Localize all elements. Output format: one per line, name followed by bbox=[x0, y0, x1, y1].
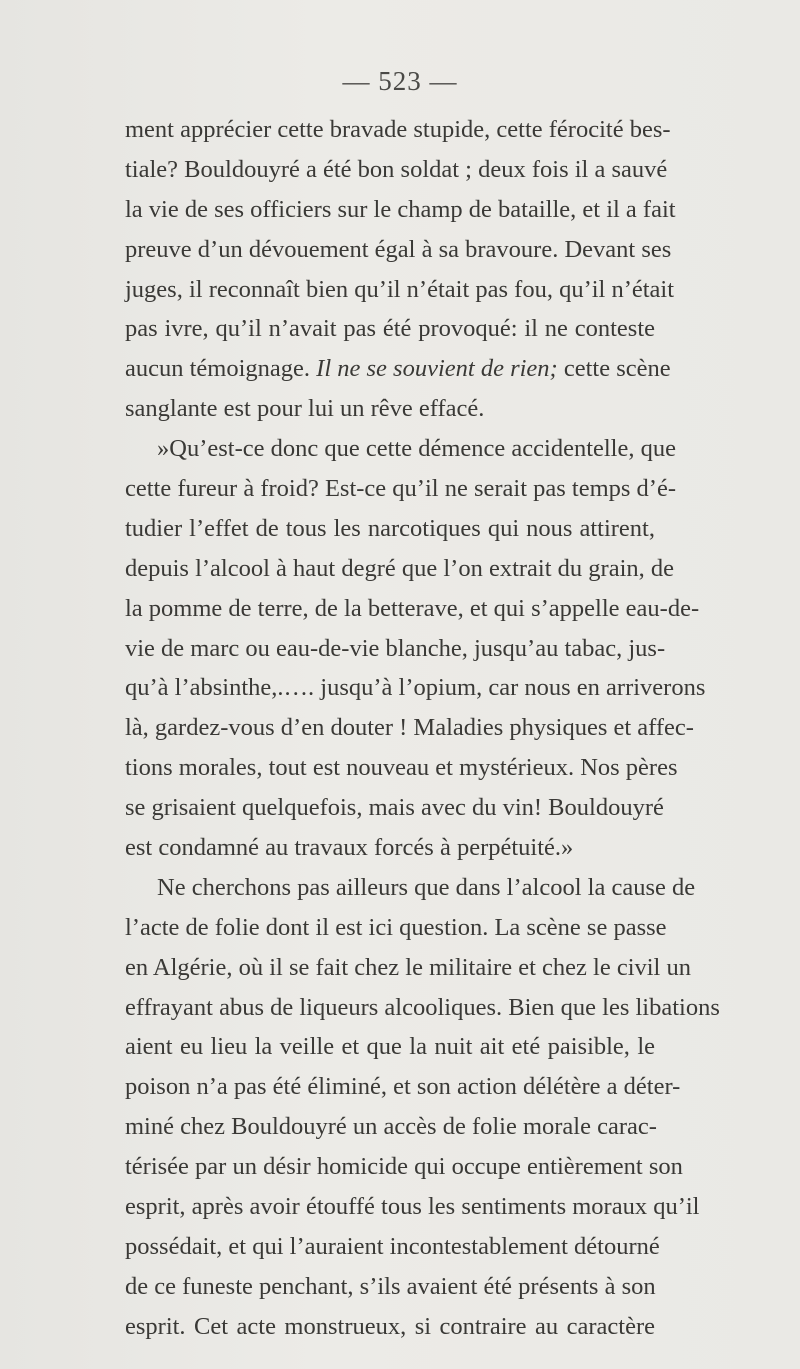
text-line: l’acte de folie dont il est ici question. La scène se passe bbox=[125, 913, 667, 941]
text-run: aucun témoignage. bbox=[125, 355, 317, 383]
text-line: se grisaient quelquefois, mais avec du vin! Bouldouyré bbox=[125, 794, 664, 822]
text-line: depuis l’alcool à haut degré que l’on extrait du grain, de bbox=[125, 554, 675, 582]
text-line: Ne cherchons pas ailleurs que dans l’alcool la cause de bbox=[157, 873, 696, 901]
text-line: vie de marc ou eau-de-vie blanche, jusqu’au tabac, jus- bbox=[125, 634, 666, 662]
text-line: possédait, et qui l’auraient incontestablement détourné bbox=[125, 1232, 660, 1260]
text-line: preuve d’un dévouement égal à sa bravoure. Devant ses bbox=[125, 235, 672, 263]
text-line: esprit. Cet acte monstrueux, si contraire au caractère bbox=[125, 1312, 655, 1340]
italic-phrase: Il ne se souvient de rien; bbox=[316, 355, 558, 383]
text-line: aient eu lieu la veille et que la nuit ait eté paisible, le bbox=[125, 1033, 655, 1061]
page-number: — 523 — bbox=[342, 66, 458, 96]
text-line: de ce funeste penchant, s’ils avaient été présents à son bbox=[125, 1272, 656, 1300]
text-line: tudier l’effet de tous les narcotiques qui nous attirent, bbox=[125, 514, 655, 542]
text-line: la pomme de terre, de la betterave, et qui s’appelle eau-de- bbox=[125, 594, 700, 622]
text-line bbox=[125, 349, 671, 389]
text-line: en Algérie, où il se fait chez le militaire et chez le civil un bbox=[125, 953, 691, 981]
text-line: qu’à l’absinthe,.…. jusqu’à l’opium, car nous en arriverons bbox=[125, 674, 706, 702]
text-line: miné chez Bouldouyré un accès de folie morale carac- bbox=[125, 1113, 657, 1141]
text-line: pas ivre, qu’il n’avait pas été provoqué: il ne conteste bbox=[125, 315, 655, 343]
text-line: est condamné au travaux forcés à perpétuité.» bbox=[125, 834, 574, 862]
text-line: esprit, après avoir étouffé tous les sentiments moraux qu’il bbox=[125, 1193, 700, 1221]
text-line: sanglante est pour lui un rêve effacé. bbox=[125, 395, 485, 423]
text-line: poison n’a pas été éliminé, et son action délétère a déter- bbox=[125, 1073, 681, 1101]
body-text bbox=[125, 110, 720, 1347]
text-line: juges, il reconnaît bien qu’il n’était pas fou, qu’il n’était bbox=[125, 275, 675, 303]
text-line: cette fureur à froid? Est-ce qu’il ne serait pas temps d’é- bbox=[125, 475, 676, 503]
text-line: tiale? Bouldouyré a été bon soldat ; deux fois il a sauvé bbox=[125, 155, 668, 183]
text-line: là, gardez-vous d’en douter ! Maladies physiques et affec- bbox=[125, 714, 694, 742]
text-line: la vie de ses officiers sur le champ de bataille, et il a fait bbox=[125, 195, 676, 223]
text-run: cette scène bbox=[557, 355, 671, 383]
text-line: »Qu’est-ce donc que cette démence accidentelle, que bbox=[157, 435, 676, 463]
text-line: tions morales, tout est nouveau et mystérieux. Nos pères bbox=[125, 754, 678, 782]
text-line: ment apprécier cette bravade stupide, cette férocité bes- bbox=[125, 116, 671, 143]
text-line: effrayant abus de liqueurs alcooliques. Bien que les libations bbox=[125, 993, 720, 1021]
text-line: térisée par un désir homicide qui occupe entièrement son bbox=[125, 1153, 683, 1181]
